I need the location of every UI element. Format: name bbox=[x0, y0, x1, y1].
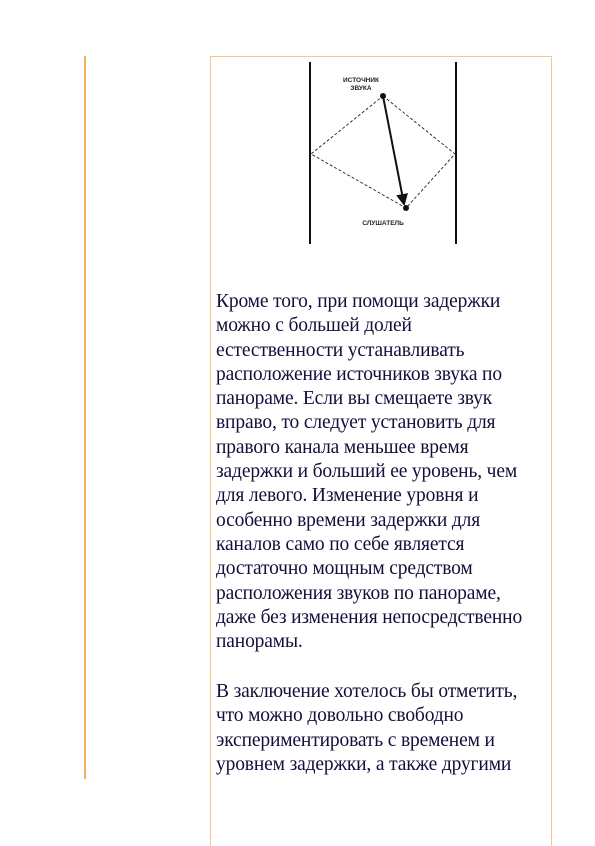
reflection-diagram bbox=[305, 58, 465, 248]
listener-label: СЛУШАТЕЛЬ bbox=[362, 220, 404, 227]
source-label-line1: ИСТОЧНИК bbox=[343, 77, 379, 84]
source-label-line2: ЗВУКА bbox=[350, 85, 372, 92]
paragraph-conclusion: В заключение хотелось бы отметить, что можно довольно свободно экспериментировать с временем и уровнем задержки, а также другими bbox=[216, 681, 518, 775]
listener-point bbox=[403, 205, 409, 211]
reflection-path bbox=[311, 96, 455, 208]
left-margin-rule bbox=[84, 56, 86, 779]
paragraph-panorama: Кроме того, при помощи задержки можно с большей долей естественности устанавливать расположение источников звука по панораме. Если вы смещаете звук вправо, то следует установить для правого канала меньшее время задержки и больший ее уровень, чем для левого. Изменение уровня и особенно времени задержки для каналов само по себе является достаточно мощным средством расположения звуков по панораме, даже без изменения непосредственно панорамы. bbox=[216, 291, 523, 653]
source-point bbox=[380, 93, 386, 99]
direct-sound-arrow bbox=[383, 96, 404, 204]
